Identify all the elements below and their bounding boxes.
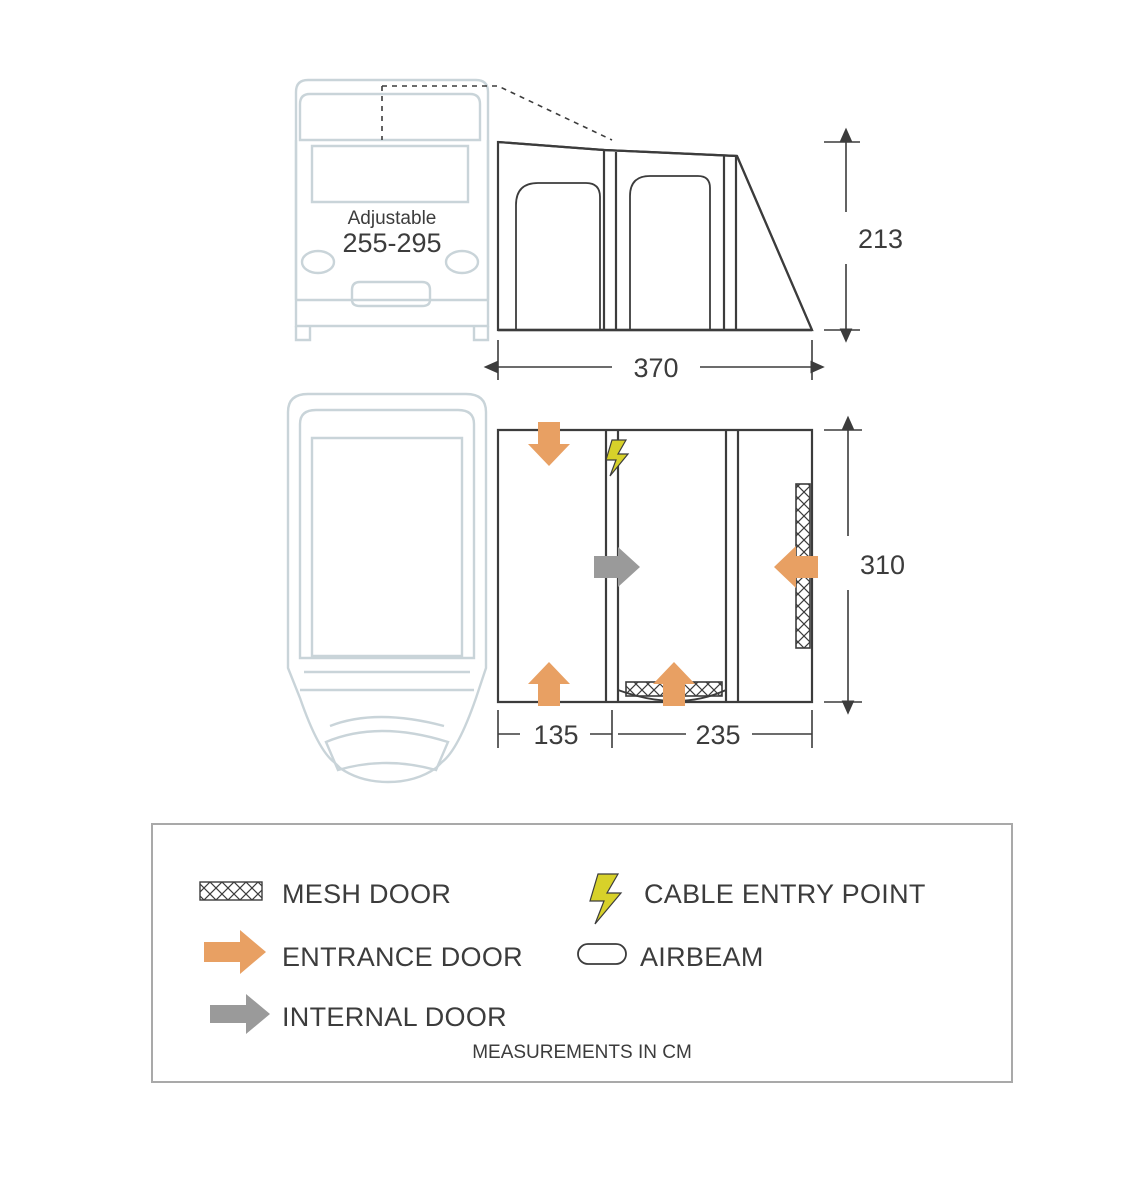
- adjustable-label-line2: 255-295: [342, 228, 442, 258]
- awning-front-body: [498, 142, 812, 330]
- entrance-door-arrow-top-left: [528, 422, 570, 466]
- height-dimension-213: [824, 142, 860, 330]
- legend-label-mesh-door: MESH DOOR: [282, 879, 452, 909]
- legend-label-cable-entry: CABLE ENTRY POINT: [644, 879, 926, 909]
- segment-left-label: 135: [533, 720, 579, 750]
- height-dimension-label: 213: [858, 224, 904, 254]
- front-elevation-view: [296, 80, 903, 383]
- depth-dimension-label: 310: [860, 550, 906, 580]
- legend-label-internal-door: INTERNAL DOOR: [282, 1002, 507, 1032]
- width-dimension-label: 370: [633, 353, 679, 383]
- legend-panel: [152, 824, 1012, 1082]
- legend-icon-mesh-door: [200, 882, 262, 900]
- plan-view: [288, 394, 905, 782]
- legend-footnote: MEASUREMENTS IN CM: [472, 1042, 692, 1063]
- depth-dimension-310: [824, 430, 862, 702]
- legend-label-entrance-door: ENTRANCE DOOR: [282, 942, 523, 972]
- legend-label-airbeam: AIRBEAM: [640, 942, 764, 972]
- entrance-door-arrow-bottom-left: [528, 662, 570, 706]
- vehicle-plan-outline: [288, 394, 486, 782]
- awning-plan-body: [498, 430, 812, 702]
- adjustable-label-line1: Adjustable: [347, 208, 437, 229]
- segment-right-label: 235: [695, 720, 741, 750]
